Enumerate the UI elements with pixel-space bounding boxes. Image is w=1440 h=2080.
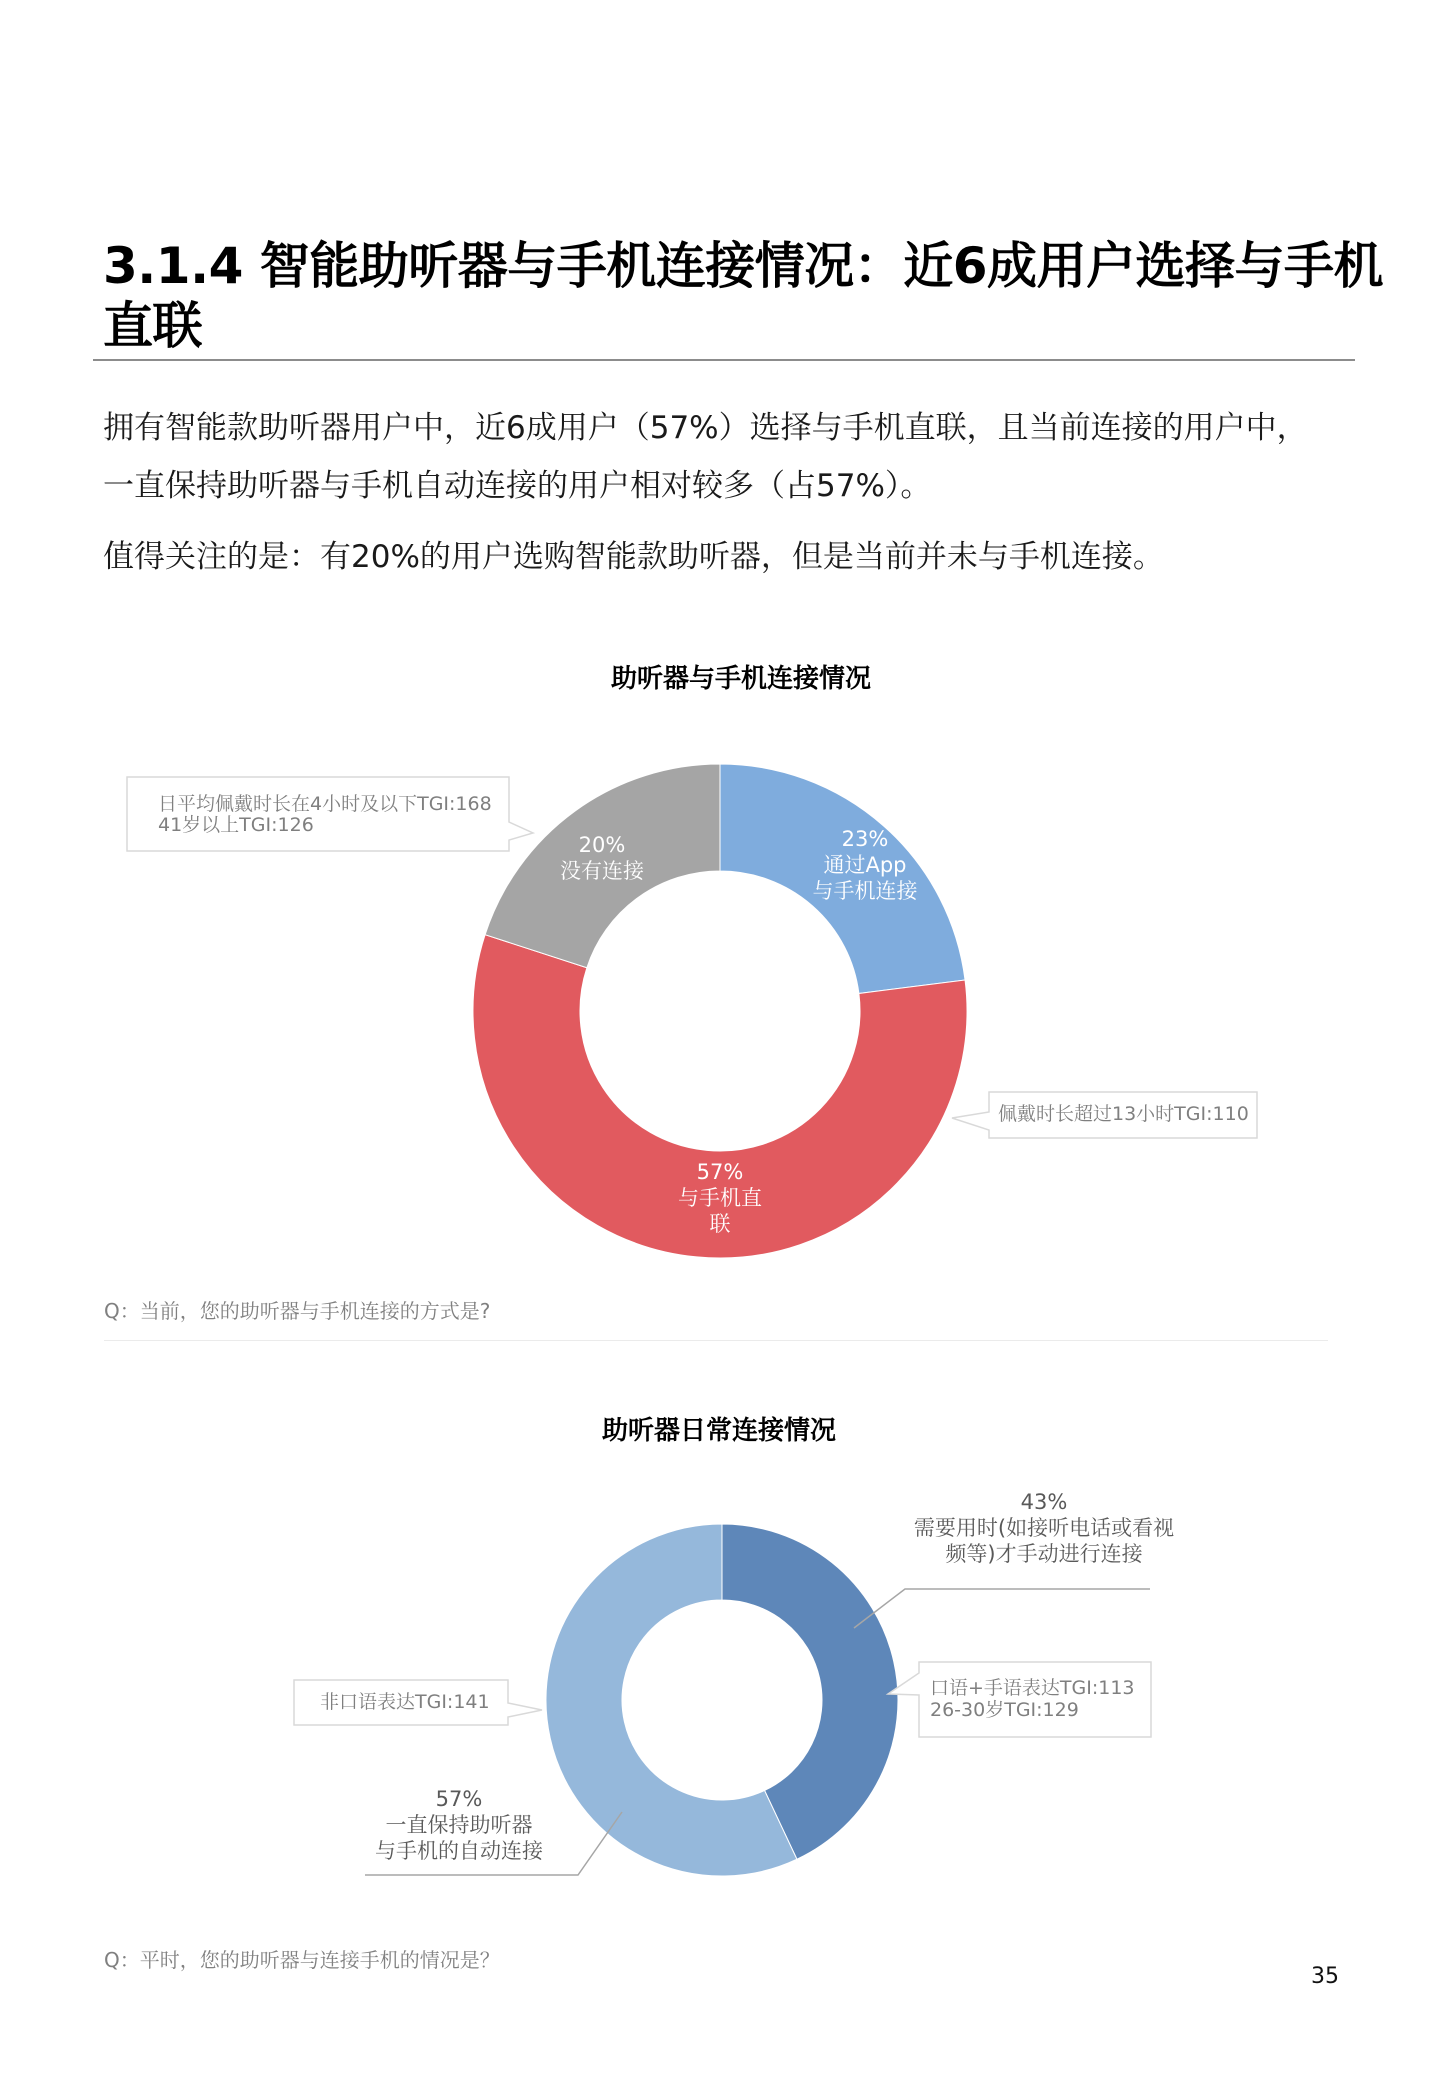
slice-pct: 20% xyxy=(578,833,626,857)
slice-text: 与手机连接 xyxy=(812,879,918,903)
callout-text-manual-connection xyxy=(930,1677,1135,1721)
slice-label-manual-connection xyxy=(884,1489,1204,1567)
slice-label-direct-connection xyxy=(610,1159,830,1237)
slice-label-auto-connection xyxy=(299,1786,619,1864)
leader-line-43 xyxy=(854,1589,1150,1628)
callout-text-auto-connection xyxy=(320,1692,490,1713)
chart-2-title: 助听器日常连接情况 xyxy=(601,1416,836,1446)
callout-line: 41岁以上TGI:126 xyxy=(158,814,314,836)
callout-text-no-connection xyxy=(158,794,492,836)
callout-line: 日平均佩戴时长在4小时及以下TGI:168 xyxy=(158,793,492,815)
page-title-line-1: 3.1.4 智能助听器与手机连接情况：近6成用户选择与手机 xyxy=(103,237,1384,295)
slice-pct: 43% xyxy=(1020,1490,1068,1514)
highlight-paragraph: 值得关注的是：有20%的用户选购智能款助听器，但是当前并未与手机连接。 xyxy=(103,539,1164,575)
callout-line: 口语+手语表达TGI:113 xyxy=(930,1677,1135,1699)
slice-text: 需要用时(如接听电话或看视 xyxy=(913,1516,1175,1540)
slice-pct: 57% xyxy=(435,1787,483,1811)
slice-text: 一直保持助听器 xyxy=(385,1813,533,1837)
chart-1-title: 助听器与手机连接情况 xyxy=(610,664,871,694)
slice-pct: 23% xyxy=(841,827,889,851)
slice-pct: 57% xyxy=(696,1160,744,1184)
slice-label-app-connection xyxy=(755,826,975,904)
summary-paragraph-line-1: 拥有智能款助听器用户中，近6成用户（57%）选择与手机直联，且当前连接的用户中， xyxy=(103,410,1308,446)
slice-text: 与手机直 xyxy=(678,1186,762,1210)
page-number: 35 xyxy=(1311,1964,1339,1989)
callout-line: 26-30岁TGI:129 xyxy=(930,1699,1079,1721)
slice-text: 通过App xyxy=(823,853,907,877)
page-title-line-2: 直联 xyxy=(103,297,202,355)
chart-2-question: Q：平时，您的助听器与连接手机的情况是？ xyxy=(104,1948,500,1972)
slice-text: 与手机的自动连接 xyxy=(375,1839,543,1863)
slice-text: 联 xyxy=(709,1212,731,1236)
section-divider xyxy=(104,1340,1328,1341)
summary-paragraph-line-2: 一直保持助听器与手机自动连接的用户相对较多（占57%）。 xyxy=(103,468,932,504)
callout-line: 非口语表达TGI:141 xyxy=(320,1691,490,1713)
slice-label-no-connection xyxy=(492,832,712,884)
callout-text-direct-connection xyxy=(998,1104,1249,1125)
slice-text: 没有连接 xyxy=(560,859,644,883)
slice-text: 频等)才手动进行连接 xyxy=(945,1542,1143,1566)
chart-1-question: Q：当前，您的助听器与手机连接的方式是? xyxy=(104,1299,491,1323)
callout-line: 佩戴时长超过13小时TGI:110 xyxy=(998,1103,1249,1125)
